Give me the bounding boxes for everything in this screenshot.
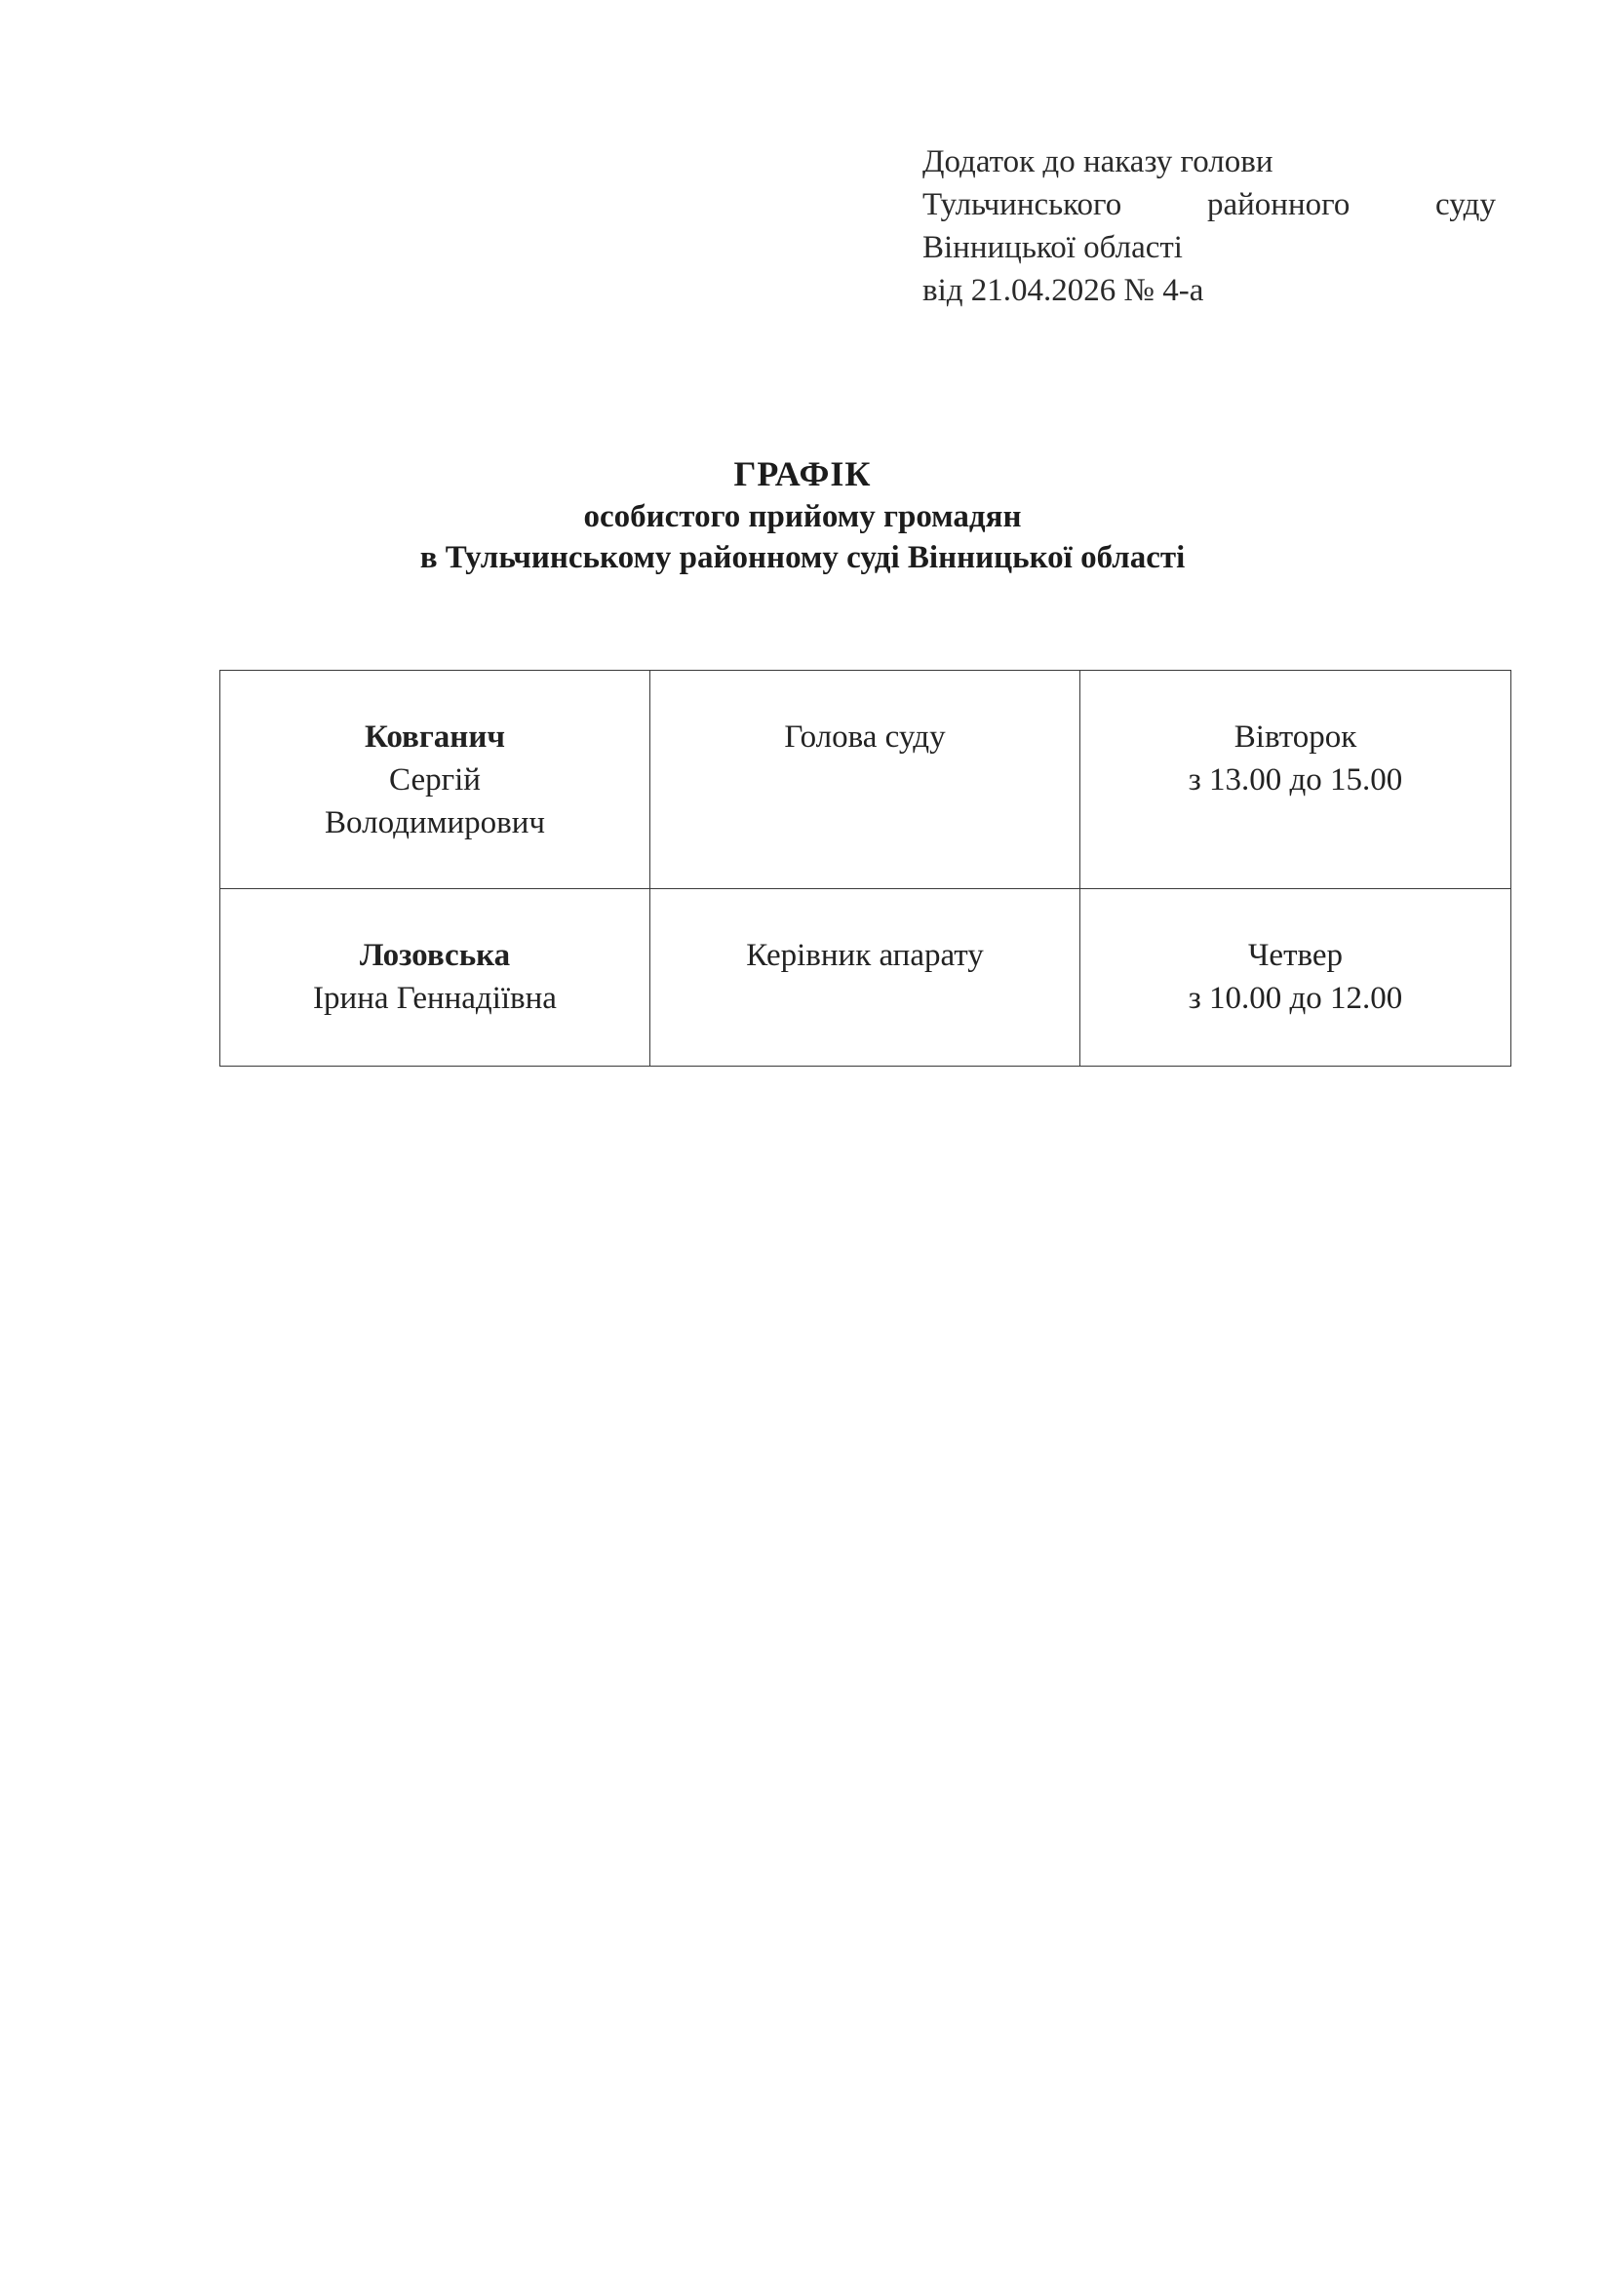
- addendum-word: суду: [1435, 187, 1496, 222]
- document-heading: [0, 453, 1605, 578]
- addendum-block: [922, 140, 1496, 312]
- document-subtitle-1: особистого прийому громадян: [583, 499, 1022, 534]
- addendum-word: Тульчинського: [922, 187, 1122, 222]
- official-patronymic: Володимирович: [325, 805, 545, 840]
- official-name-cell: [220, 889, 650, 1067]
- document-subtitle-2: в Тульчинському районному суді Вінницької області: [419, 540, 1186, 575]
- official-position: Керівник апарату: [746, 938, 984, 973]
- table-row: [220, 671, 1511, 889]
- reception-time-cell: [1080, 889, 1511, 1067]
- reception-schedule-table: [219, 670, 1511, 1067]
- reception-time-cell: [1080, 671, 1511, 889]
- official-position-cell: [650, 889, 1080, 1067]
- official-surname: Ковганич: [365, 720, 505, 755]
- reception-hours: з 10.00 до 12.00: [1188, 981, 1403, 1016]
- official-given-name: Сергій: [389, 762, 481, 798]
- official-position: Голова суду: [784, 720, 946, 755]
- document-title: ГРАФІК: [733, 454, 872, 493]
- reception-day: Вівторок: [1233, 720, 1357, 755]
- reception-hours: з 13.00 до 15.00: [1188, 762, 1403, 798]
- addendum-line-1: Додаток до наказу голови: [922, 144, 1273, 179]
- official-name-cell: [220, 671, 650, 889]
- table-row: [220, 889, 1511, 1067]
- official-given-name: Ірина Геннадіївна: [313, 981, 557, 1016]
- reception-day: Четвер: [1247, 938, 1344, 973]
- official-surname: Лозовська: [359, 938, 511, 973]
- addendum-line-3: Вінницької області: [922, 230, 1183, 265]
- addendum-word: районного: [1206, 187, 1351, 222]
- addendum-line-2: [922, 183, 1496, 226]
- official-position-cell: [650, 671, 1080, 889]
- addendum-line-4: від 21.04.2026 № 4-а: [922, 273, 1204, 308]
